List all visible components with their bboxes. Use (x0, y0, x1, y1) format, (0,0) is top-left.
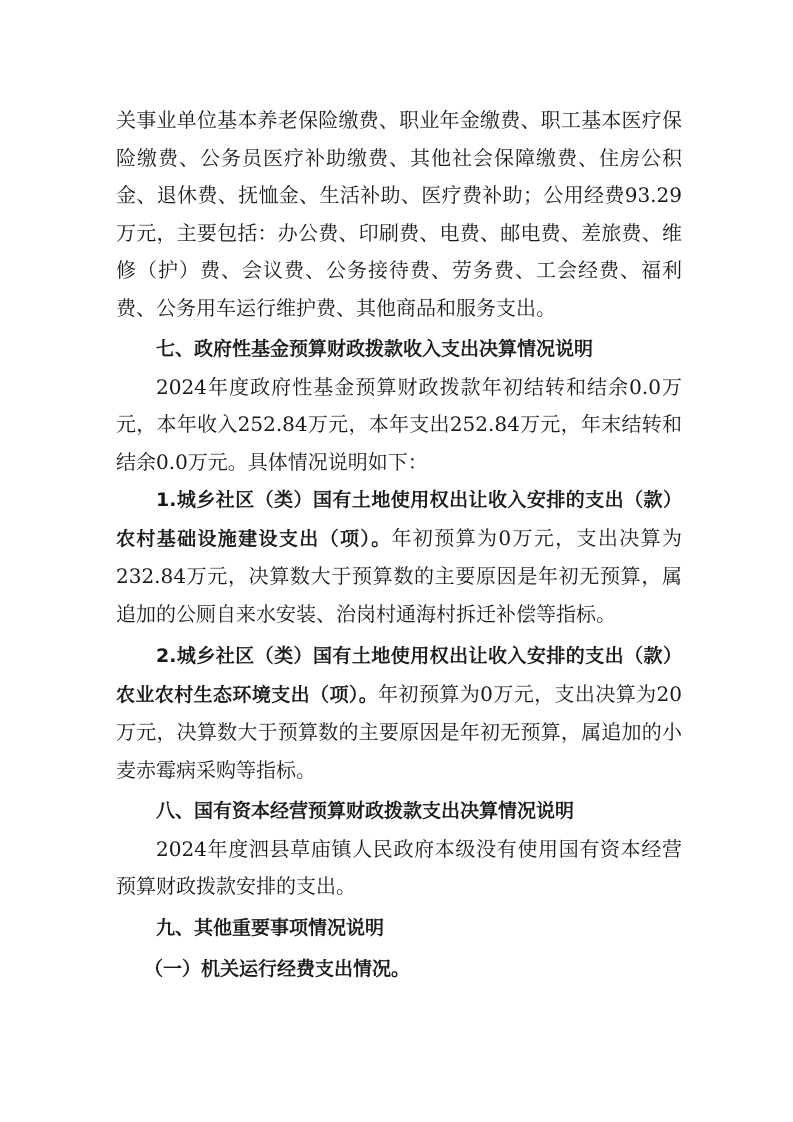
paragraph-public-expenses: 关事业单位基本养老保险缴费、职业年金缴费、职工基本医疗保险缴费、公务员医疗补助缴费、其他社会保障缴费、住房公积金、退休费、抚恤金、生活补助、医疗费补助；公用经费93.29万元，主要包括：办公费、印刷费、电费、邮电费、差旅费、维修（护）费、会议费、公务接待费、劳务费、工会经费、福利费、公务用车运行维护费、其他商品和服务支出。 (116, 108, 682, 320)
subheading-operating-expenses: （一）机关运行经费支出情况。 (144, 958, 411, 980)
item-2-title: 2.城乡社区（类）国有土地使用权出让收入安排的支出（款）农业农村生态环境支出（项）。 (116, 645, 682, 706)
heading-other-matters: 九、其他重要事项情况说明 (156, 916, 385, 939)
paragraph-item-2 (116, 637, 682, 789)
item-1-title: 1.城乡社区（类）国有土地使用权出让收入安排的支出（款）农村基础设施建设支出（项）。 (116, 489, 682, 550)
item-1-body: 年初预算为0万元，支出决算为232.84万元，决算数大于预算数的主要原因是年初无预算，属追加的公厕自来水安装、治岗村通海村拆迁补偿等指标。 (116, 525, 682, 626)
heading-government-fund: 七、政府性基金预算财政拨款收入支出决算情况说明 (156, 338, 594, 360)
paragraph-item-1 (116, 481, 682, 633)
heading-state-capital: 八、国有资本经营预算财政拨款支出决算情况说明 (156, 800, 575, 822)
paragraph-state-capital: 2024年度泗县草庙镇人民政府本级没有使用国有资本经营预算财政拨款安排的支出。 (116, 836, 682, 898)
document-page (116, 102, 682, 989)
item-2-body: 年初预算为0万元，支出决算为20万元，决算数大于预算数的主要原因是年初无预算，属追加的小麦赤霉病采购等指标。 (116, 681, 682, 782)
paragraph-government-fund-summary: 2024年度政府性基金预算财政拨款年初结转和结余0.0万元，本年收入252.84万元，本年支出252.84万元，年末结转和结余0.0万元。具体情况说明如下： (116, 374, 682, 474)
